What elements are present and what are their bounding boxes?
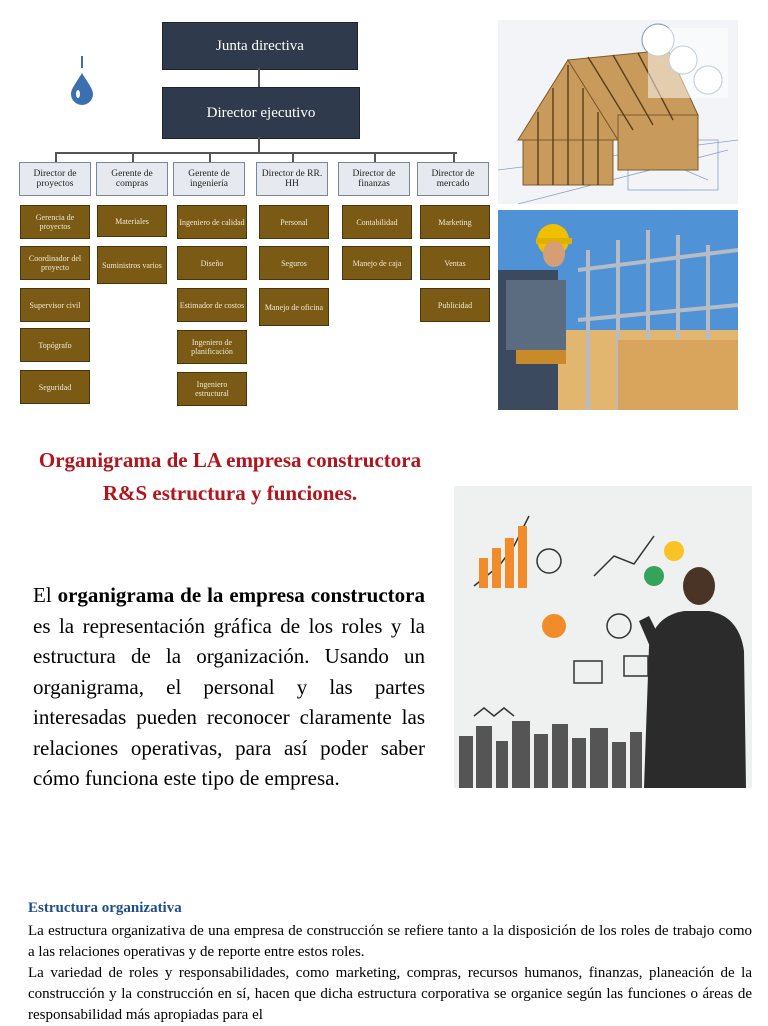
section-heading: Estructura organizativa: [28, 900, 182, 916]
role-box: Gerencia de proyectos: [20, 205, 90, 239]
water-drop-icon: [68, 56, 96, 106]
role-box: Marketing: [420, 205, 490, 239]
board-box: Junta directiva: [162, 22, 358, 70]
role-box: Materiales: [97, 205, 167, 237]
page-title: Organigrama de LA empresa constructora R&S estructura y funciones.: [38, 448, 422, 505]
house-frame-image: [498, 20, 738, 204]
section-paragraph-1: La estructura organizativa de una empresa de construcción se refiere tanto a la disposición de los roles de trabajo como a las relaciones operativas y de reporte entre estos roles.: [28, 923, 752, 960]
role-box: Manejo de oficina: [259, 288, 329, 326]
role-box: Coordinador del proyecto: [20, 246, 90, 280]
role-box: Diseño: [177, 246, 247, 280]
role-box: Topógrafo: [20, 328, 90, 362]
role-box: Ingeniero de calidad: [177, 205, 247, 239]
intro-paragraph: El organigrama de la empresa constructora es la representación gráfica de los roles y la estructura de la organización. Usando un organigrama, el personal y las partes interesadas pueden reconocer claramente las relaciones operativas, para así poder saber cómo funciona este tipo de empresa.: [33, 583, 425, 790]
role-box: Estimador de costos: [177, 288, 247, 322]
role-box: Ingeniero de planificación: [177, 330, 247, 364]
department-box: Gerente de ingeniería: [173, 162, 245, 196]
department-box: Director de proyectos: [19, 162, 91, 196]
role-box: Ingeniero estructural: [177, 372, 247, 406]
section-paragraph-2: La variedad de roles y responsabilidades, como marketing, compras, recursos humanos, finanzas, planeación de la construcción y la construcción en sí, hacen que dicha estructura corporativa se organice según las funciones o áreas de responsabilidad más apropiadas para el: [28, 965, 752, 1023]
role-box: Publicidad: [420, 288, 490, 322]
section-body: [28, 921, 752, 1026]
department-box: Director de RR. HH: [256, 162, 328, 196]
ceo-box: Director ejecutivo: [162, 87, 360, 139]
role-box: Contabilidad: [342, 205, 412, 239]
construction-worker-image: [498, 210, 738, 410]
role-box: Seguros: [259, 246, 329, 280]
business-plan-image: [454, 486, 752, 788]
role-box: Supervisor civil: [20, 288, 90, 322]
role-box: Seguridad: [20, 370, 90, 404]
department-box: Director de mercado: [417, 162, 489, 196]
role-box: Suministros varios: [97, 246, 167, 284]
role-box: Manejo de caja: [342, 246, 412, 280]
department-box: Director de finanzas: [338, 162, 410, 196]
role-box: Personal: [259, 205, 329, 239]
role-box: Ventas: [420, 246, 490, 280]
department-box: Gerente de compras: [96, 162, 168, 196]
